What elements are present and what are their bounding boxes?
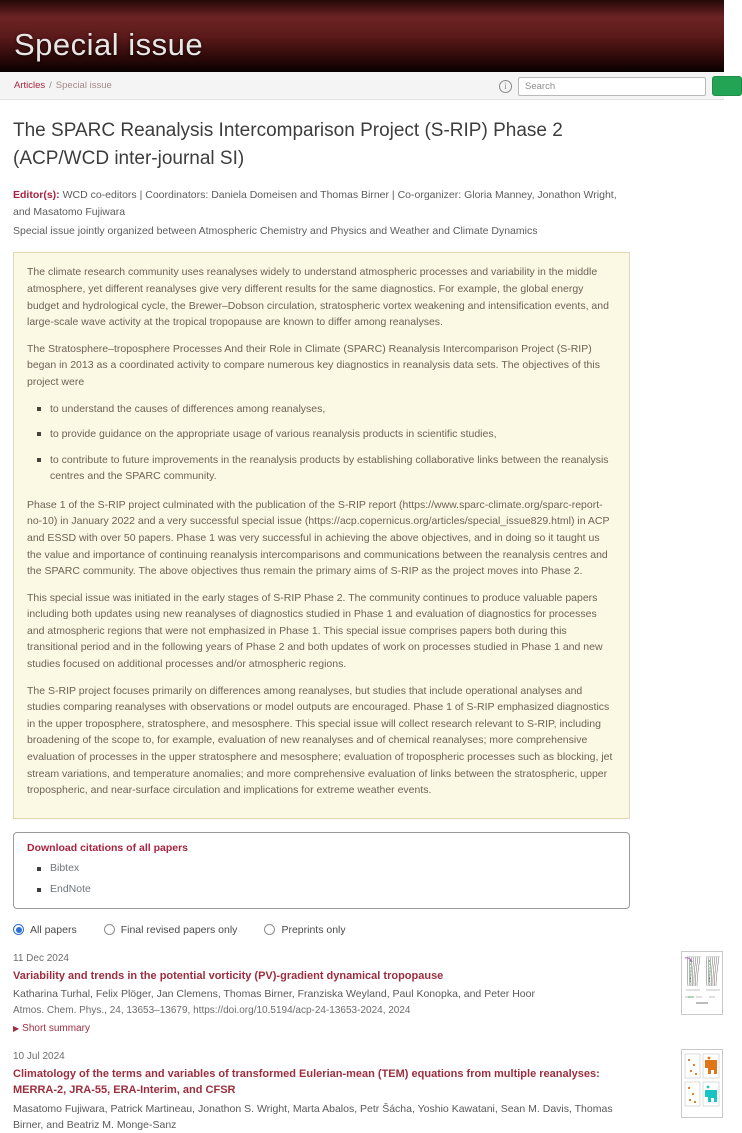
paper-filters <box>13 924 724 936</box>
citation-format-list <box>37 862 616 895</box>
breadcrumb-current: Special issue <box>55 80 112 91</box>
editors-text: WCD co-editors | Coordinators: Daniela Domeisen and Thomas Birner | Co-organizer: Gloria Manney, Jonathon Wright, and Masatomo Fujiwara <box>13 189 617 218</box>
search-button[interactable] <box>712 76 742 96</box>
paper-title-link[interactable]: Variability and trends in the potential vorticity (PV)-gradient dynamical tropopause <box>13 969 444 982</box>
radio-icon[interactable] <box>264 924 275 935</box>
download-citations-box <box>13 832 630 909</box>
organized-note: Special issue jointly organized between Atmospheric Chemistry and Physics and Weather and Climate Dynamics <box>13 224 538 237</box>
paper-date: 11 Dec 2024 <box>13 952 69 964</box>
description-paragraph: This special issue was initiated in the early stages of S-RIP Phase 2. The community continues to produce valuable papers including both updates using new reanalyses of diagnostics studied in Phase 1 and evaluation of diagnostics for processes and atmospheric regions that were not emphasized in Phase 1. This special issue comprises papers both during this transitional period and in the following years of Phase 2 and both updates of work on processes studied in Phase 1 and new studies focused on additional processes and/or atmospheric regions. <box>27 591 603 671</box>
description-paragraph: Phase 1 of the S-RIP project culminated with the publication of the S-RIP report (https://www.sparc-climate.org/sparc-report-no-10) in January 2022 and a very successful special issue (https://acp.copernicus.org/articles/special_issue829.html) in ACP and ESSD with over 50 papers. Phase 1 was very successful in achieving the above objectives, and in doing so it taught us the value and importance of continuing reanalysis intercomparisons and communications between the reanalysis centres and the SPARC community. The above objectives thus remain the primary aims of S-RIP as the project moves into Phase 2. <box>27 498 610 578</box>
bibtex-link[interactable]: Bibtex <box>50 861 80 874</box>
main-content <box>0 117 724 1133</box>
info-circle-icon[interactable]: i <box>499 80 512 93</box>
objective-item: to understand the causes of differences among reanalyses, <box>37 401 616 418</box>
page-banner <box>0 0 724 72</box>
paper-authors: Katharina Turhal, Felix Plöger, Jan Clemens, Thomas Birner, Franziska Weyland, Paul Konopka, and Peter Hoor <box>13 988 535 1001</box>
paper-citation: Atmos. Chem. Phys., 24, 13653–13679, https://doi.org/10.5194/acp-24-13653-2024, 2024 <box>13 1005 411 1017</box>
search-area <box>499 76 742 96</box>
editors-label: Editor(s): <box>13 189 60 202</box>
panel-grid-thumbnail-image <box>682 1050 722 1112</box>
paper-authors: Masatomo Fujiwara, Patrick Martineau, Jonathon S. Wright, Marta Abalos, Petr Šácha, Yoshio Kawatani, Sean M. Davis, Thomas Birner, and Beatriz M. Monge-Sanz <box>13 1102 613 1132</box>
search-input[interactable] <box>518 77 706 96</box>
breadcrumb-bar <box>0 72 724 100</box>
objective-item: to contribute to future improvements in the reanalysis products by establishing collaborative links between the reanalysis centres and the SPARC community. <box>37 452 616 485</box>
short-summary-link[interactable]: ▶ Short summary <box>13 1022 90 1034</box>
objectives-list <box>37 401 616 485</box>
citation-format-item <box>37 883 616 895</box>
filter-preprints[interactable] <box>264 924 345 936</box>
editors-line <box>13 187 630 221</box>
paper-thumbnail[interactable] <box>681 951 723 1015</box>
filter-label: Final revised papers only <box>120 923 238 936</box>
description-paragraph: The climate research community uses reanalyses widely to understand atmospheric processes and variability in the middle atmosphere, yet different reanalyses give very different results for the same diagnostics. For example, the global energy budget and hydrological cycle, the Brewer–Dobson circulation, stratospheric vortex weakening and intensification events, and large-scale wave activity at the tropical tropopause are known to differ among reanalyses. <box>27 266 609 329</box>
description-paragraph: The Stratosphere–troposphere Processes And their Role in Climate (SPARC) Reanalysis Intercomparison Project (S-RIP) began in 2013 as a coordinated activity to compare numerous key diagnostics in reanalysis data sets. The objectives of this project were <box>27 342 600 388</box>
breadcrumb <box>14 80 112 91</box>
objective-item: to provide guidance on the appropriate usage of various reanalysis products in scientific studies, <box>37 426 616 443</box>
paper-title-link[interactable]: Climatology of the terms and variables of transformed Eulerian-mean (TEM) equations from multiple reanalyses: MERRA-2, JRA-55, ERA-Interim, and CFSR <box>13 1067 600 1097</box>
paper-date: 10 Jul 2024 <box>13 1050 65 1062</box>
download-citations-title[interactable]: Download citations of all papers <box>27 841 189 854</box>
filter-all-papers[interactable] <box>13 924 77 936</box>
description-box <box>13 252 630 818</box>
paper-list-item <box>13 951 724 1034</box>
paper-text <box>13 1049 643 1133</box>
triangle-right-icon: ▶ <box>13 1023 20 1033</box>
breadcrumb-separator: / <box>49 80 52 91</box>
page-title: Special issue <box>14 27 204 62</box>
filter-label: All papers <box>30 923 77 936</box>
paper-thumbnail[interactable] <box>681 1049 723 1118</box>
breadcrumb-link-articles[interactable]: Articles <box>14 80 46 91</box>
filter-final-revised[interactable] <box>104 924 238 936</box>
citation-format-item <box>37 862 616 874</box>
description-paragraph: The S-RIP project focuses primarily on differences among reanalyses, but studies that include operational analyses and studies comparing reanalyses with observations or model outputs are encouraged. Phase 1 of S-RIP emphasized diagnostics in the upper troposphere, stratosphere, and mesosphere. This special issue will collect research relevant to S-RIP, including broadening of the scope to, for example, evaluation of new reanalyses and of chemical reanalyses; more comprehensive evaluation of processes in the upper stratosphere and mesosphere; evaluation of tropospheric processes such as blocking, jet stream variations, and temperature anomalies; and more comprehensive evaluation of links between the stratospheric, upper tropospheric, and near-surface circulation and implications for extreme weather events. <box>27 684 613 797</box>
special-issue-title: The SPARC Reanalysis Intercomparison Project (S-RIP) Phase 2 (ACP/WCD inter-journal SI) <box>13 120 563 169</box>
endnote-link[interactable]: EndNote <box>50 882 91 895</box>
filter-label: Preprints only <box>281 923 346 936</box>
paper-list-item <box>13 1049 724 1133</box>
contour-plot-thumbnail-image <box>682 952 722 1009</box>
paper-text <box>13 951 643 1034</box>
radio-icon[interactable] <box>104 924 115 935</box>
radio-icon[interactable] <box>13 924 24 935</box>
